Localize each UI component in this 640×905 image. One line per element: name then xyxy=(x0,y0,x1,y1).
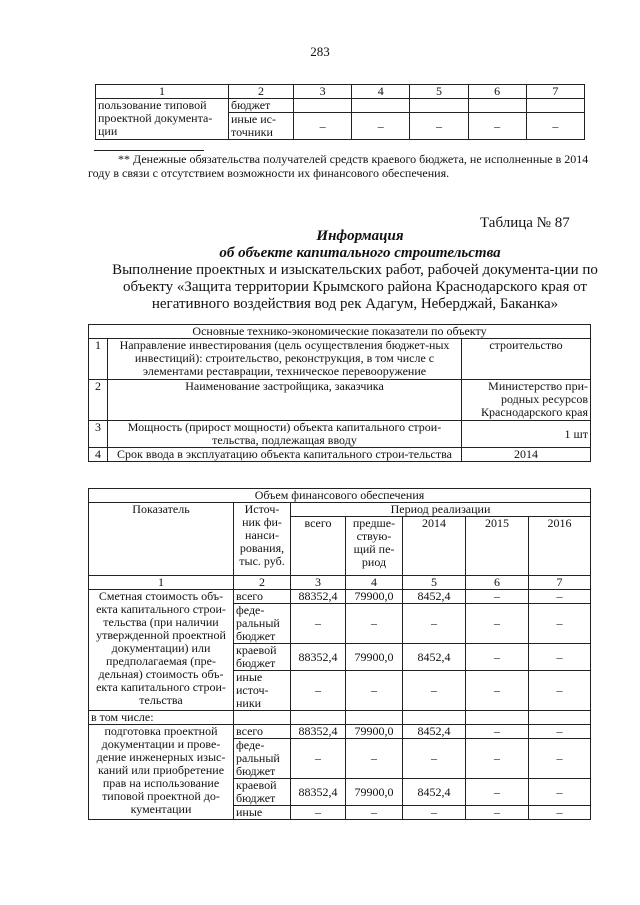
value-cell: 79900,0 xyxy=(346,644,403,671)
value-cell: 88352,4 xyxy=(291,644,346,671)
col-prev: предше-ствую-щий пе-риод xyxy=(346,517,403,576)
row-number: 1 xyxy=(89,339,108,380)
value-cell: – xyxy=(403,671,466,711)
indicator-label: Наименование застройщика, заказчика xyxy=(108,380,462,421)
dash-cell: – xyxy=(468,113,526,140)
value-cell: – xyxy=(529,644,591,671)
row-number: 3 xyxy=(89,421,108,448)
col-number: 6 xyxy=(466,576,529,590)
row-label: пользование типовой проектной документа-ции xyxy=(96,99,229,140)
indicator-label: Направление инвестирования (цель осуществления бюджет-ных инвестиций): строительство, реконструкция, в том числе с элементами реставрации, техническое перевооружение xyxy=(108,339,462,380)
value-cell: 88352,4 xyxy=(291,779,346,806)
source-cell: бюджет xyxy=(229,99,294,113)
dash-cell: – xyxy=(294,113,352,140)
row-number: 2 xyxy=(89,380,108,421)
title-subheading: об объекте капитального строительства xyxy=(219,245,501,261)
value-cell: 8452,4 xyxy=(403,644,466,671)
table-number: Таблица № 87 xyxy=(480,215,570,231)
indicator-value: 2014 xyxy=(462,448,591,462)
page-number: 283 xyxy=(310,44,330,59)
col-header: 6 xyxy=(468,85,526,99)
including-label: в том числе: xyxy=(89,711,234,725)
source-cell: иные источ-ники xyxy=(234,671,291,711)
value-cell: 8452,4 xyxy=(403,779,466,806)
footnote: ** Денежные обязательства получателей средств краевого бюджета, не исполненные в 2014 году в связи с отсутствием возможности их финансового обеспечения. xyxy=(88,152,589,180)
col-header: 4 xyxy=(352,85,410,99)
col-number: 3 xyxy=(291,576,346,590)
indicator-label: Мощность (прирост мощности) объекта капитального строи-тельства, подлежащая вводу xyxy=(108,421,462,448)
value-cell: – xyxy=(529,725,591,739)
value-cell: – xyxy=(529,604,591,644)
value-cell: 79900,0 xyxy=(346,590,403,604)
source-cell: всего xyxy=(234,725,291,739)
col-2015: 2015 xyxy=(466,517,529,576)
indicator-value: Министерство при-родных ресурсов Краснодарского края xyxy=(462,380,591,421)
col-header: 7 xyxy=(526,85,584,99)
value-cell: – xyxy=(403,806,466,820)
source-cell: всего xyxy=(234,590,291,604)
value-cell: – xyxy=(291,671,346,711)
value-cell: – xyxy=(529,739,591,779)
source-cell: иные ис-точники xyxy=(229,113,294,140)
title-heading: Информация xyxy=(316,228,404,244)
source-cell: иные xyxy=(234,806,291,820)
indicator-value: строительство xyxy=(462,339,591,380)
value-cell: – xyxy=(466,590,529,604)
indicators-header: Основные технико-экономические показатели по объекту xyxy=(89,325,591,339)
source-cell: краевой бюджет xyxy=(234,779,291,806)
value-cell: – xyxy=(466,671,529,711)
col-number: 5 xyxy=(403,576,466,590)
value-cell: – xyxy=(529,590,591,604)
value-cell: – xyxy=(466,779,529,806)
col-number: 4 xyxy=(346,576,403,590)
indicators-table xyxy=(88,324,591,462)
value-cell: – xyxy=(529,806,591,820)
value-cell: – xyxy=(346,739,403,779)
value-cell: – xyxy=(291,604,346,644)
footnote-divider xyxy=(94,150,204,151)
value-cell: – xyxy=(466,725,529,739)
value-cell: 79900,0 xyxy=(346,779,403,806)
value-cell: – xyxy=(466,806,529,820)
value-cell: – xyxy=(466,739,529,779)
value-cell: 8452,4 xyxy=(403,590,466,604)
top-table xyxy=(95,84,585,140)
col-source: Источ-ник фи-нанси-рования, тыс. руб. xyxy=(234,503,291,576)
dash-cell: – xyxy=(526,113,584,140)
row-number: 4 xyxy=(89,448,108,462)
source-cell: краевой бюджет xyxy=(234,644,291,671)
value-cell: – xyxy=(291,806,346,820)
value-cell: 88352,4 xyxy=(291,725,346,739)
col-indicator: Показатель xyxy=(89,503,234,576)
value-cell: 8452,4 xyxy=(403,725,466,739)
value-cell: – xyxy=(529,671,591,711)
value-cell: – xyxy=(291,739,346,779)
finance-table xyxy=(88,488,591,820)
dash-cell: – xyxy=(352,113,410,140)
value-cell: 88352,4 xyxy=(291,590,346,604)
value-cell: – xyxy=(529,779,591,806)
value-cell: – xyxy=(346,671,403,711)
object-description: Выполнение проектных и изыскательских работ, рабочей документа-ции по объекту «Защита территории Крымского района Краснодарского края от негативного воздействия вод рек Адагум, Неберджай, Баканка» xyxy=(112,262,598,312)
source-cell: феде-ральный бюджет xyxy=(234,604,291,644)
value-cell: – xyxy=(466,604,529,644)
col-number: 2 xyxy=(234,576,291,590)
col-2016: 2016 xyxy=(529,517,591,576)
value-cell: – xyxy=(346,604,403,644)
col-number: 7 xyxy=(529,576,591,590)
col-header: 2 xyxy=(229,85,294,99)
source-cell: феде-ральный бюджет xyxy=(234,739,291,779)
col-header: 1 xyxy=(96,85,229,99)
indicator-label: Срок ввода в эксплуатацию объекта капитального строи-тельства xyxy=(108,448,462,462)
value-cell: – xyxy=(403,739,466,779)
group-label: подготовка проектной документации и прове-дение инженерных изыс-каний или приобретение прав на использование типовой проектной до-кументации xyxy=(89,725,234,820)
col-number: 1 xyxy=(89,576,234,590)
finance-header: Объем финансового обеспечения xyxy=(89,489,591,503)
group-label: Сметная стоимость объ-екта капитального строи-тельства (при наличии утвержденной проектной документации) или предполагаемая (пре-дельная) стоимость объ-екта капитального строи-тельства xyxy=(89,590,234,711)
col-header: 5 xyxy=(410,85,468,99)
value-cell: – xyxy=(346,806,403,820)
value-cell: – xyxy=(466,644,529,671)
dash-cell: – xyxy=(410,113,468,140)
value-cell: 79900,0 xyxy=(346,725,403,739)
col-header: 3 xyxy=(294,85,352,99)
col-total: всего xyxy=(291,517,346,576)
value-cell: – xyxy=(403,604,466,644)
indicator-value: 1 шт xyxy=(462,421,591,448)
col-2014: 2014 xyxy=(403,517,466,576)
col-period: Период реализации xyxy=(291,503,591,517)
